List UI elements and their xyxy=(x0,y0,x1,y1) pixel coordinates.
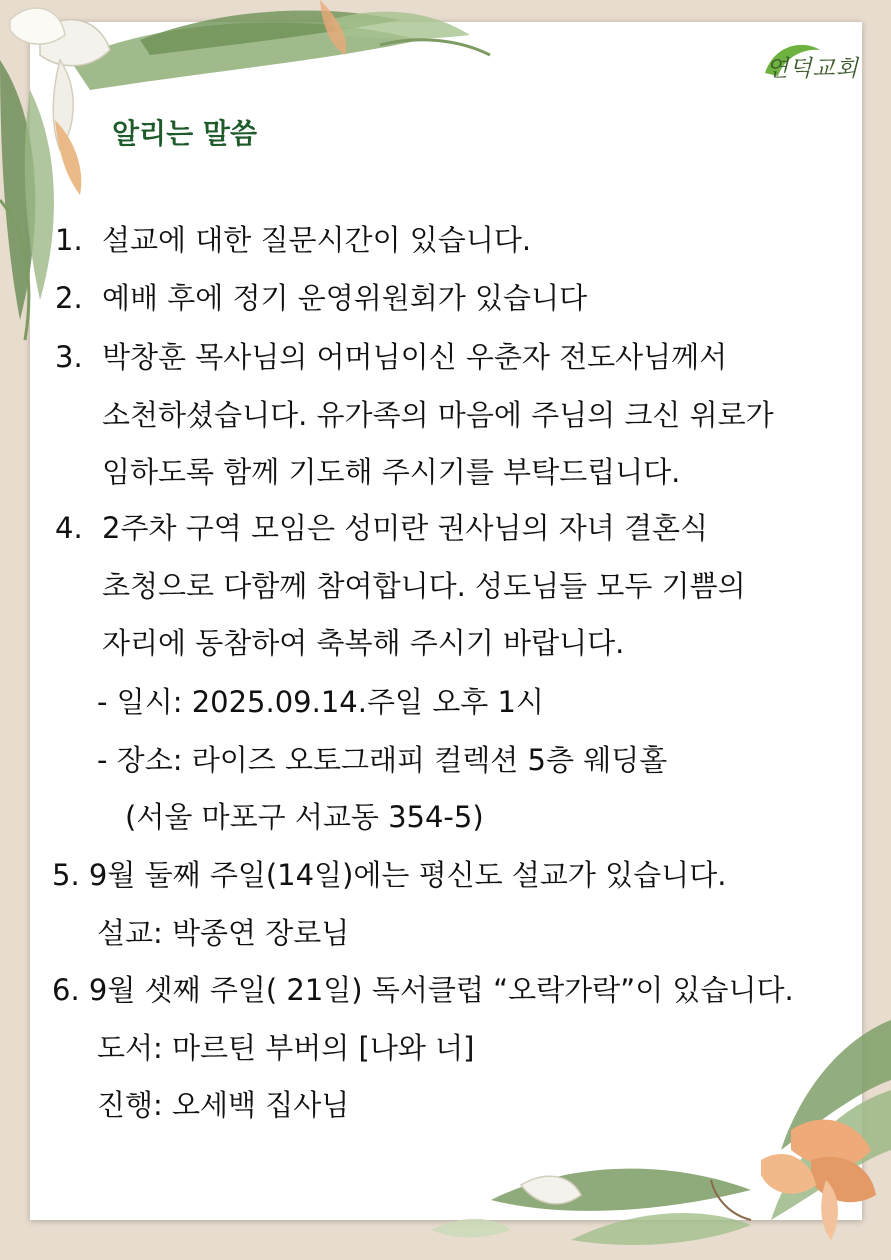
notice-line: 임하도록 함께 기도해 주시기를 부탁드립니다. xyxy=(102,455,681,489)
notice-line: 예배 후에 정기 운영위원회가 있습니다 xyxy=(102,281,588,315)
notice-subline: 설교: 박종연 장로님 xyxy=(97,916,350,950)
notice-line: 6. 9월 셋째 주일( 21일) 독서클럽 “오락가락”이 있습니다. xyxy=(52,973,794,1007)
notice-line: 설교에 대한 질문시간이 있습니다. xyxy=(102,223,532,257)
notice-line: 박창훈 목사님의 어머님이신 우춘자 전도사님께서 xyxy=(102,340,728,374)
notice-line: 5. 9월 둘째 주일(14일)에는 평신도 설교가 있습니다. xyxy=(52,858,727,892)
notice-subline: 도서: 마르틴 부버의 [나와 너] xyxy=(97,1031,475,1065)
notice-subline: 진행: 오세백 집사님 xyxy=(97,1088,350,1122)
item-number: 3. xyxy=(55,340,83,374)
item-number: 4. xyxy=(55,511,83,545)
event-location: - 장소: 라이즈 오토그래피 컬렉션 5층 웨딩홀 xyxy=(97,743,668,777)
event-address: (서울 마포구 서교동 354-5) xyxy=(125,800,484,834)
item-number: 1. xyxy=(55,223,83,257)
notice-line: 소천하셨습니다. 유가족의 마음에 주님의 크신 위로가 xyxy=(102,398,774,432)
event-date: - 일시: 2025.09.14.주일 오후 1시 xyxy=(97,685,544,719)
church-logo-text: 연덕교회 xyxy=(766,56,859,82)
notice-line: 2주차 구역 모임은 성미란 권사님의 자녀 결혼식 xyxy=(102,511,709,545)
item-number: 2. xyxy=(55,281,83,315)
page-title: 알리는 말씀 xyxy=(112,117,257,150)
notice-line: 초청으로 다함께 참여합니다. 성도님들 모두 기쁨의 xyxy=(102,569,746,603)
notice-line: 자리에 동참하여 축복해 주시기 바랍니다. xyxy=(102,626,625,660)
